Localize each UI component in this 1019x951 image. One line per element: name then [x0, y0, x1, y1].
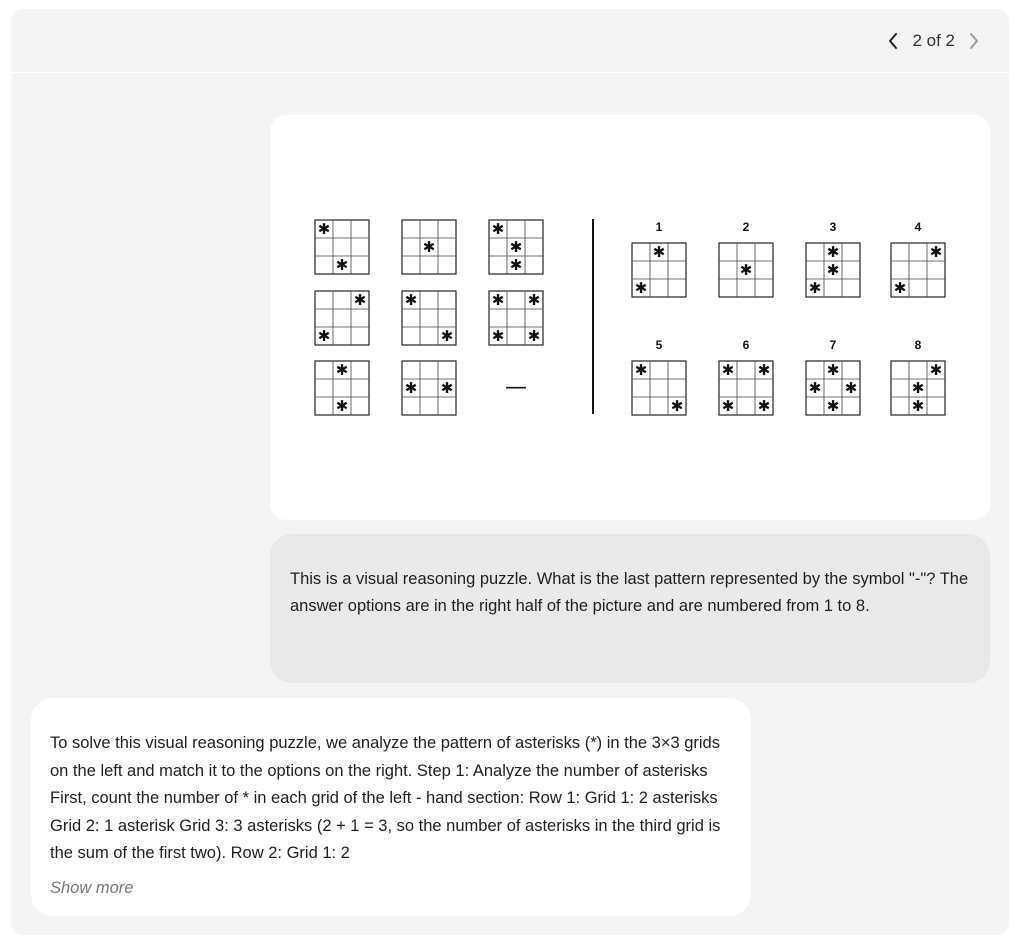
asterisk-mark: ✱: [335, 256, 349, 274]
option-grid-5: [632, 361, 686, 415]
matrix-grid-7: [315, 361, 369, 415]
pager-count: 2 of 2: [912, 31, 955, 50]
matrix-grid-2: [402, 220, 456, 274]
chevron-left-icon[interactable]: [882, 29, 904, 53]
asterisk-mark: ✱: [634, 361, 648, 379]
option-grid-8: [891, 361, 945, 415]
option-grid-2: [719, 243, 773, 297]
asterisk-mark: ✱: [634, 279, 648, 297]
asterisk-mark: ✱: [353, 291, 367, 309]
option-label: 1: [655, 220, 663, 234]
show-more-link[interactable]: Show more: [50, 879, 134, 897]
asterisk-mark: ✱: [404, 379, 418, 397]
user-message-text: This is a visual reasoning puzzle. What is the last pattern represented by the symbol "-"? The answer options are in the right half of the picture and are numbered from 1 to 8.: [290, 570, 969, 615]
matrix-grid-5: [402, 291, 456, 345]
top-bar: [11, 9, 1009, 73]
assistant-message: [31, 698, 751, 916]
asterisk-mark: ✱: [808, 279, 822, 297]
option-label: 8: [914, 338, 922, 352]
asterisk-mark: ✱: [929, 243, 943, 261]
option-label: 5: [655, 338, 663, 352]
option-label: 6: [742, 338, 750, 352]
asterisk-mark: ✱: [844, 379, 858, 397]
asterisk-mark: ✱: [317, 327, 331, 345]
asterisk-mark: ✱: [826, 243, 840, 261]
puzzle-image: [270, 115, 990, 520]
asterisk-mark: ✱: [670, 397, 684, 415]
asterisk-mark: ✱: [509, 256, 523, 274]
matrix-grid-6: [489, 291, 543, 345]
option-grid-6: [719, 361, 773, 415]
matrix-grid-4: [315, 291, 369, 345]
asterisk-mark: ✱: [757, 397, 771, 415]
asterisk-mark: ✱: [911, 379, 925, 397]
asterisk-mark: ✱: [893, 279, 907, 297]
asterisk-mark: ✱: [404, 291, 418, 309]
asterisk-mark: ✱: [509, 238, 523, 256]
asterisk-mark: ✱: [317, 220, 331, 238]
asterisk-mark: ✱: [527, 327, 541, 345]
matrix-grid-1: [315, 220, 369, 274]
option-label: 2: [742, 220, 750, 234]
asterisk-mark: ✱: [491, 220, 505, 238]
asterisk-mark: ✱: [335, 361, 349, 379]
asterisk-mark: ✱: [491, 291, 505, 309]
asterisk-mark: ✱: [826, 361, 840, 379]
option-grid-3: [806, 243, 860, 297]
missing-pattern-symbol: —: [505, 375, 527, 400]
option-label: 7: [829, 338, 837, 352]
asterisk-mark: ✱: [826, 397, 840, 415]
matrix-grid-3: [489, 220, 543, 274]
chat-panel: [11, 9, 1009, 935]
asterisk-mark: ✱: [911, 397, 925, 415]
asterisk-mark: ✱: [721, 361, 735, 379]
asterisk-mark: ✱: [491, 327, 505, 345]
asterisk-mark: ✱: [757, 361, 771, 379]
chevron-right-icon[interactable]: [963, 29, 985, 53]
puzzle-figure: [270, 115, 990, 520]
asterisk-mark: ✱: [721, 397, 735, 415]
response-pager: [882, 29, 985, 53]
asterisk-mark: ✱: [422, 238, 436, 256]
user-message: [270, 534, 990, 683]
asterisk-mark: ✱: [335, 397, 349, 415]
asterisk-mark: ✱: [440, 327, 454, 345]
asterisk-mark: ✱: [929, 361, 943, 379]
asterisk-mark: ✱: [826, 261, 840, 279]
option-grid-1: [632, 243, 686, 297]
asterisk-mark: ✱: [652, 243, 666, 261]
option-label: 4: [914, 220, 922, 234]
matrix-grid-8: [402, 361, 456, 415]
asterisk-mark: ✱: [739, 261, 753, 279]
option-label: 3: [829, 220, 837, 234]
option-grid-4: [891, 243, 945, 297]
asterisk-mark: ✱: [808, 379, 822, 397]
asterisk-mark: ✱: [527, 291, 541, 309]
assistant-message-text: To solve this visual reasoning puzzle, we analyze the pattern of asterisks (*) in the 3×3 grids on the left and match it to the options on the right. Step 1: Analyze the number of asterisks First, count the number of * in each grid of the left - hand section: Row 1: Grid 1: 2 asterisks Grid 2: 1 asterisk Grid 3: 3 asterisks (2 + 1 = 3, so the number of asterisks in the third grid is the sum of the first two). Row 2: Grid 1: 2: [50, 734, 721, 862]
option-grid-7: [806, 361, 860, 415]
asterisk-mark: ✱: [440, 379, 454, 397]
